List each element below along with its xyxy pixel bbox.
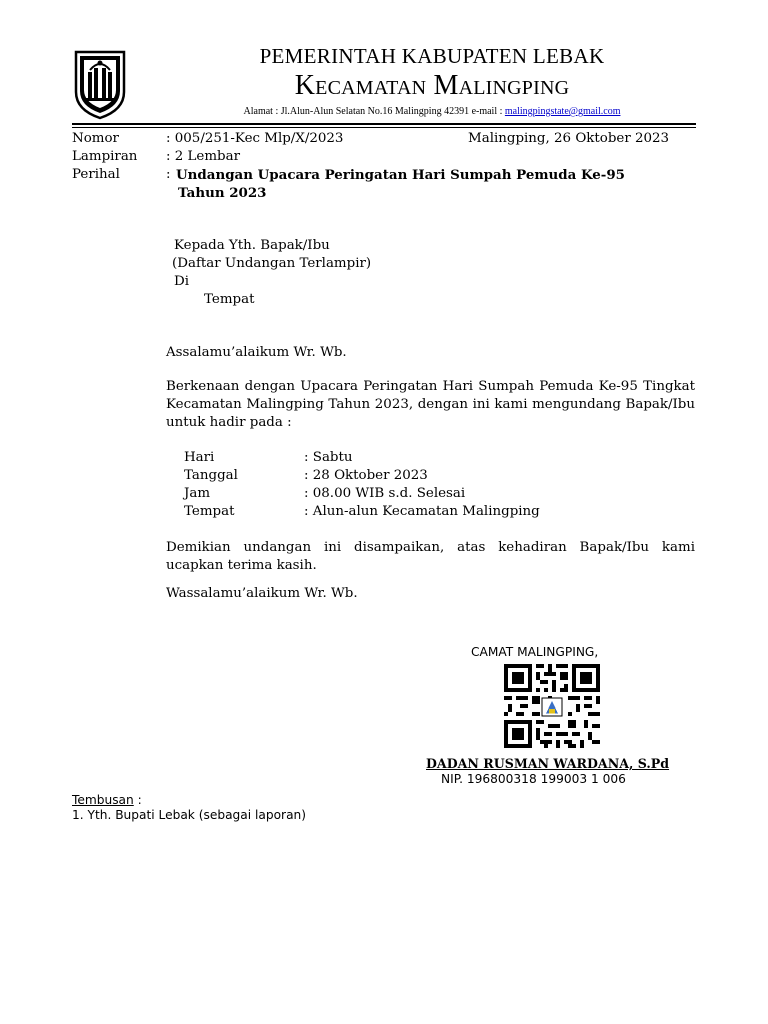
perihal-label: Perihal [72,167,120,182]
email-link[interactable]: malingpingstate@gmail.com [504,106,621,117]
recipient-line2: (Daftar Undangan Terlampir) [172,256,372,271]
signatory-nip: NIP. 196800318 199003 1 006 [441,772,626,786]
nomor-label: Nomor [72,131,119,146]
recipient-line1: Kepada Yth. Bapak/Ibu [174,238,330,253]
detail-value-day: : Sabtu [304,450,353,465]
recipient-line3: Di [174,274,190,289]
closing-salutation: Wassalamu’alaikum Wr. Wb. [166,586,358,601]
detail-value-time: : 08.00 WIB s.d. Selesai [304,486,466,501]
lampiran-value: : 2 Lembar [166,149,241,164]
signatory-name: DADAN RUSMAN WARDANA, S.Pd [426,756,670,771]
letterhead-rule-thick [72,123,696,125]
signatory-title: CAMAT MALINGPING, [471,645,599,659]
letterhead-address [150,106,714,117]
invitation-paragraph: Berkenaan dengan Upacara Peringatan Hari Sumpah Pemuda Ke-95 Tingkat Kecamatan Malingping Tahun 2023, dengan ini kami mengundang Bapak/Ibu untuk hadir pada : [166,379,695,430]
detail-label-place: Tempat [184,504,235,519]
regency-logo [72,48,128,120]
detail-value-place: : Alun-alun Kecamatan Malingping [304,504,540,519]
letter-date: Malingping, 26 Oktober 2023 [468,131,670,146]
letterhead-district: Kecamatan Malingping [294,70,570,101]
letterhead-government: PEMERINTAH KABUPATEN LEBAK [259,44,605,68]
cc-label: Tembusan [72,793,134,807]
nomor-value: : 005/251-Kec Mlp/X/2023 [166,131,344,146]
perihal-subject-line2: Tahun 2023 [178,185,267,201]
greeting: Assalamu’alaikum Wr. Wb. [166,345,347,360]
perihal-colon: : [166,167,171,182]
lampiran-label: Lampiran [72,149,138,164]
letterhead-rule-thin [72,127,696,128]
detail-label-day: Hari [184,450,215,465]
closing-paragraph: Demikian undangan ini disampaikan, atas kehadiran Bapak/Ibu kami ucapkan terima kasih. [166,540,695,573]
address-text: Alamat : Jl.Alun-Alun Selatan No.16 Malingping 42391 e-mail : [243,106,505,117]
recipient-line4: Tempat [204,292,255,307]
detail-label-date: Tanggal [184,468,238,483]
cc-colon: : [133,793,142,807]
cc-item-1: 1. Yth. Bupati Lebak (sebagai laporan) [72,808,307,822]
signature-qr-code [504,664,600,748]
perihal-subject-line1: Undangan Upacara Peringatan Hari Sumpah Pemuda Ke-95 [176,167,626,183]
detail-label-time: Jam [184,486,211,501]
detail-value-date: : 28 Oktober 2023 [304,468,428,483]
